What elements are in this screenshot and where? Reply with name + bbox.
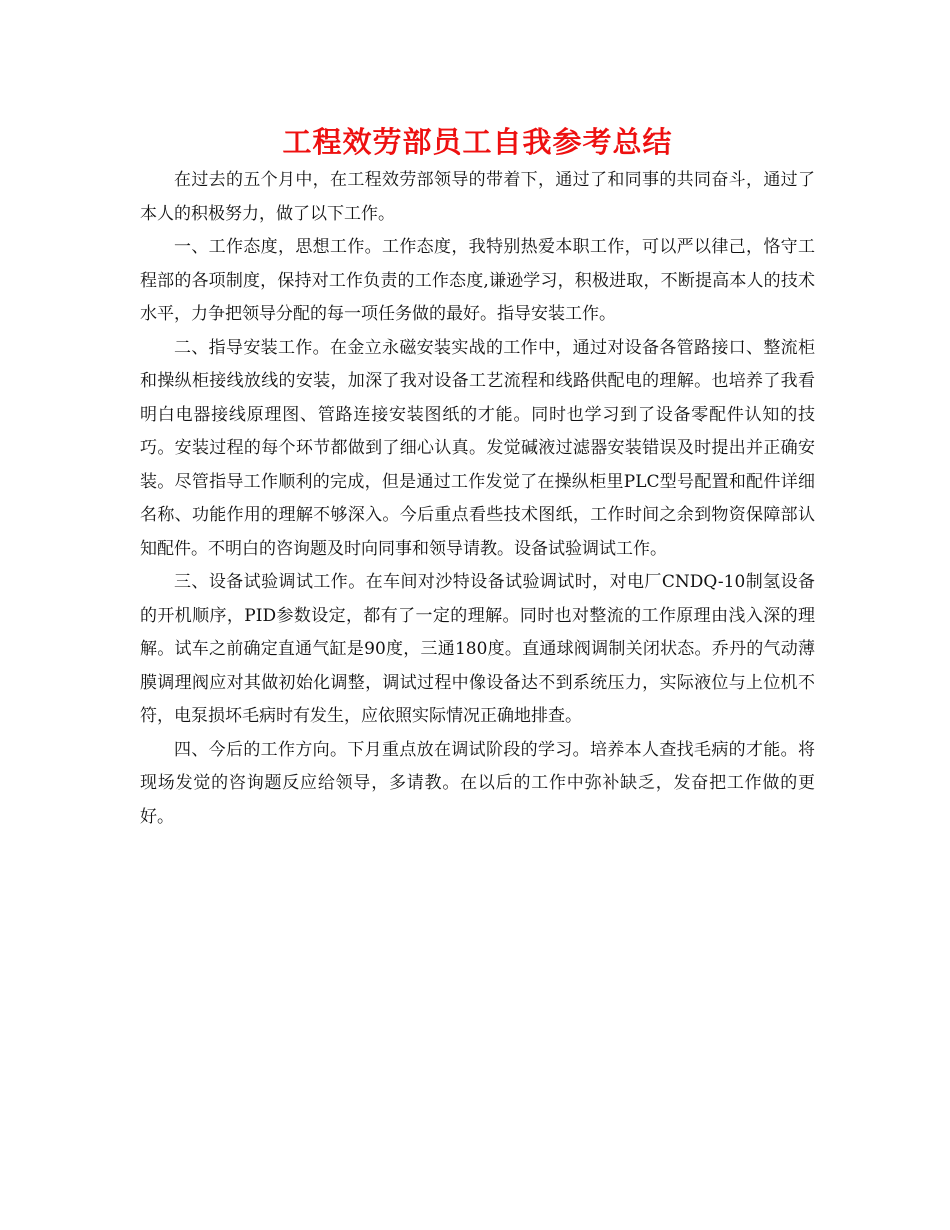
paragraph-installation-guidance: 二、指导安装工作。在金立永磁安装实战的工作中，通过对设备各管路接口、整流柜和操纵柜接线放线的安装，加深了我对设备工艺流程和线路供配电的理解。也培养了我看明白电器接线原理图、管路连接安装图纸的才能。同时也学习到了设备零配件认知的技巧。安装过程的每个环节都做到了细心认真。发觉碱液过滤器安装错误及时提出并正确安装。尽管指导工作顺利的完成，但是通过工作发觉了在操纵柜里PLC型号配置和配件详细名称、功能作用的理解不够深入。今后重点看些技术图纸，工作时间之余到物资保障部认知配件。不明白的咨询题及时向同事和领导请教。设备试验调试工作。 [140,337,815,559]
document-title: 工程效劳部员工自我参考总结 [282,125,673,159]
paragraph-equipment-testing: 三、设备试验调试工作。在车间对沙特设备试验调试时，对电厂CNDQ-10制氢设备的开机顺序，PID参数设定，都有了一定的理解。同时也对整流的工作原理由浅入深的理解。试车之前确定直通气缸是90度，三通180度。直通球阀调制关闭状态。乔丹的气动薄膜调理阀应对其做初始化调整，调试过程中像设备达不到系统压力，实际液位与上位机不符，电泵损坏毛病时有发生，应依照实际情况正确地排查。 [140,572,815,726]
paragraph-intro: 在过去的五个月中，在工程效劳部领导的带着下，通过了和同事的共同奋斗，通过了本人的积极努力，做了以下工作。 [140,170,815,224]
paragraph-future-direction: 四、今后的工作方向。下月重点放在调试阶段的学习。培养本人查找毛病的才能。将现场发觉的咨询题反应给领导，多请教。在以后的工作中弥补缺乏，发奋把工作做的更好。 [140,739,815,827]
paragraph-work-attitude: 一、工作态度，思想工作。工作态度，我特别热爱本职工作，可以严以律己，恪守工程部的各项制度，保持对工作负责的工作态度,谦逊学习，积极进取，不断提高本人的技术水平，力争把领导分配的每一项任务做的最好。指导安装工作。 [140,237,815,324]
document-body [140,164,815,834]
